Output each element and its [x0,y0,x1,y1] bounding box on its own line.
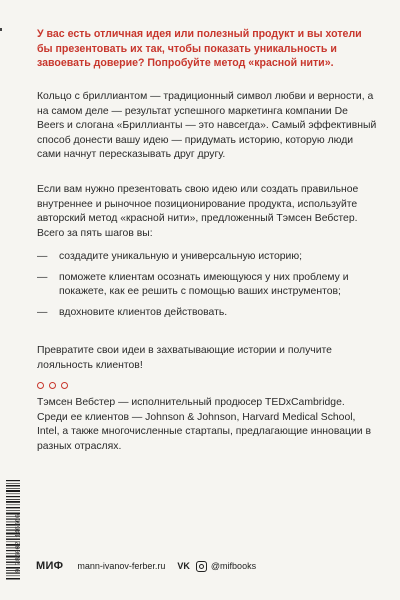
list-item-text: поможете клиентам осознать имеющуюся у них проблему и покажете, как ее решить с помощью ваших инструментов; [59,271,349,298]
divider-dots [37,382,68,389]
edge-mark [0,28,2,31]
instagram-icon[interactable] [196,561,207,572]
list-item [37,306,377,321]
paragraph-diamond: Кольцо с бриллиантом — традиционный символ любви и верности, а на самом деле — результат успешного маркетинга компании De Beers и слогана «Бриллианты — это навсегда». Самый эффективный способ донести вашу идею — придумать историю, которую люди сами начнут пересказывать друг другу. [37,91,377,161]
lead-paragraph: У вас есть отличная идея или полезный продукт и вы хотели бы презентовать их так, чтобы показать уникальность и завоевать доверие? Попробуйте метод «красной нити». [37,28,362,70]
call-to-action: Превратите свои идеи в захватывающие истории и получите лояльность клиентов! [37,345,332,371]
vk-icon[interactable]: VK [177,561,190,571]
circle-icon [49,382,56,389]
author-bio: Тэмсен Вебстер — исполнительный продюсер TEDxCambridge. Среди ее клиентов — Johnson & Johnson, Harvard Medical School, Intel, а также многочисленные стартапы, предлагающие инновации в разных отраслях. [37,397,371,452]
social-handle[interactable]: @mifbooks [210,561,257,571]
circle-icon [61,382,68,389]
list-dash: — [37,251,48,262]
benefits-list [37,250,377,326]
paragraph-method: Если вам нужно презентовать свою идею или создать правильное внутреннее и рыночное позиционирование продукта, используйте авторский метод «красной нити», предложенный Тэмсен Вебстер. Всего за пять шагов вы: [37,184,359,239]
publisher-footer [36,560,256,572]
list-item-text: создадите уникальную и универсальную историю; [59,251,303,262]
list-item [37,271,377,300]
list-dash: — [37,306,48,318]
list-item-text: вдохновите клиентов действовать. [59,306,228,318]
publisher-website[interactable]: mann-ivanov-ferber.ru [77,561,166,571]
publisher-logo: МИФ [36,560,64,572]
list-dash: — [37,271,48,283]
barcode-number: 9 785002 146666 [14,514,22,573]
list-item [37,250,377,265]
circle-icon [37,382,44,389]
